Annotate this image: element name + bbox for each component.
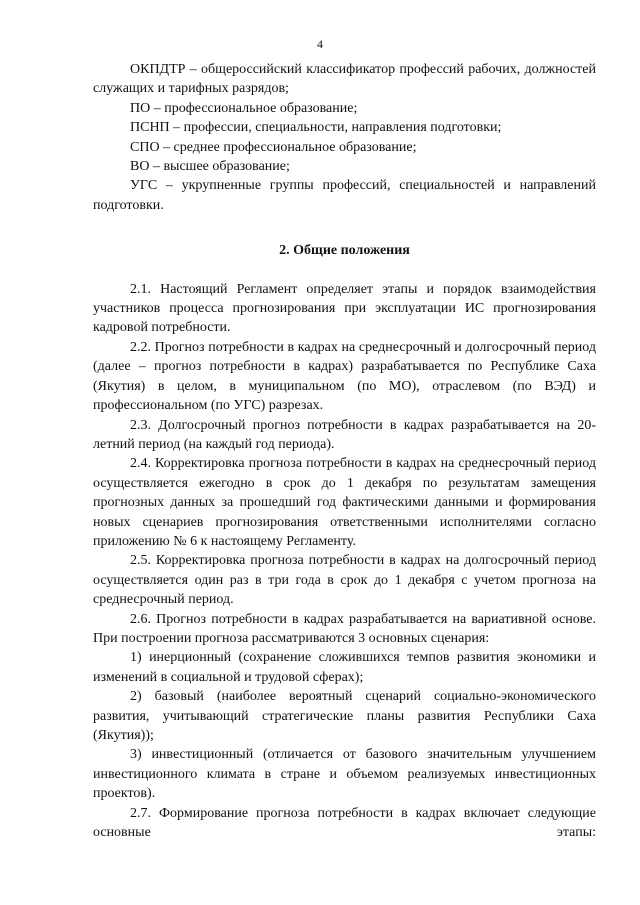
abbreviation-psnp: ПСНП – профессии, специальности, направления подготовки; [130, 120, 502, 136]
paragraph-2-5: 2.5. Корректировка прогноза потребности в кадрах на долгосрочный период осуществляется один раз в три года в срок до 1 декабря с учетом прогноза на среднесрочный период. [93, 553, 596, 608]
paragraph-2-3: 2.3. Долгосрочный прогноз потребности в кадрах разрабатывается на 20-летний период (на каждый год периода). [93, 417, 596, 452]
paragraph-2-1: 2.1. Настоящий Регламент определяет этапы и порядок взаимодействия участников процесса прогнозирования при эксплуатации ИС прогнозирования кадровой потребности. [93, 281, 596, 336]
page-number: 4 [317, 37, 323, 51]
abbreviation-po: ПО – профессиональное образование; [130, 100, 358, 116]
section-paragraphs [93, 280, 596, 843]
abbreviation-okpdtr: ОКПДТР – общероссийский классификатор профессий рабочих, должностей служащих и тарифных разрядов; [93, 62, 596, 97]
paragraph-2-7: 2.7. Формирование прогноза потребности в кадрах включает следующие основные этапы: [93, 805, 596, 841]
abbreviation-list [93, 60, 596, 215]
paragraph-2-4: 2.4. Корректировка прогноза потребности в кадрах на среднесрочный период осуществляется ежегодно в срок до 1 декабря по результатам замещения прогнозных данных за прошедший год фактическими данными и формирования новых сценариев прогнозирования ответственными исполнителями согласно приложению № 6 к настоящему Регламенту. [93, 456, 596, 549]
document-body [93, 60, 596, 842]
scenario-base: 2) базовый (наиболее вероятный сценарий социально-экономического развития, учитывающий стратегические планы развития Республики Саха (Якутия)); [93, 689, 596, 743]
scenario-investment: 3) инвестиционный (отличается от базового значительным улучшением инвестиционного климата в стране и объемом реализуемых инвестиционных проектов). [93, 747, 596, 802]
paragraph-2-2: 2.2. Прогноз потребности в кадрах на среднесрочный и долгосрочный период (далее – прогноз потребности в кадрах) разрабатывается по Республике Саха (Якутия) в целом, в муниципальном (по МО), отраслевом (по ВЭД) и профессиональном (по УГС) разрезах. [93, 339, 596, 414]
scenario-inertial: 1) инерционный (сохранение сложившихся темпов развития экономики и изменений в социальной и трудовой сферах); [93, 650, 596, 685]
abbreviation-vo: ВО – высшее образование; [130, 159, 290, 175]
abbreviation-ugs: УГС – укрупненные группы профессий, специальностей и направлений подготовки. [93, 178, 596, 213]
abbreviation-spo: СПО – среднее профессиональное образование; [130, 139, 417, 155]
section-title: 2. Общие положения [279, 243, 410, 259]
paragraph-2-6: 2.6. Прогноз потребности в кадрах разрабатывается на вариативной основе. При построении прогноза рассматриваются 3 основных сценария: [93, 611, 596, 646]
